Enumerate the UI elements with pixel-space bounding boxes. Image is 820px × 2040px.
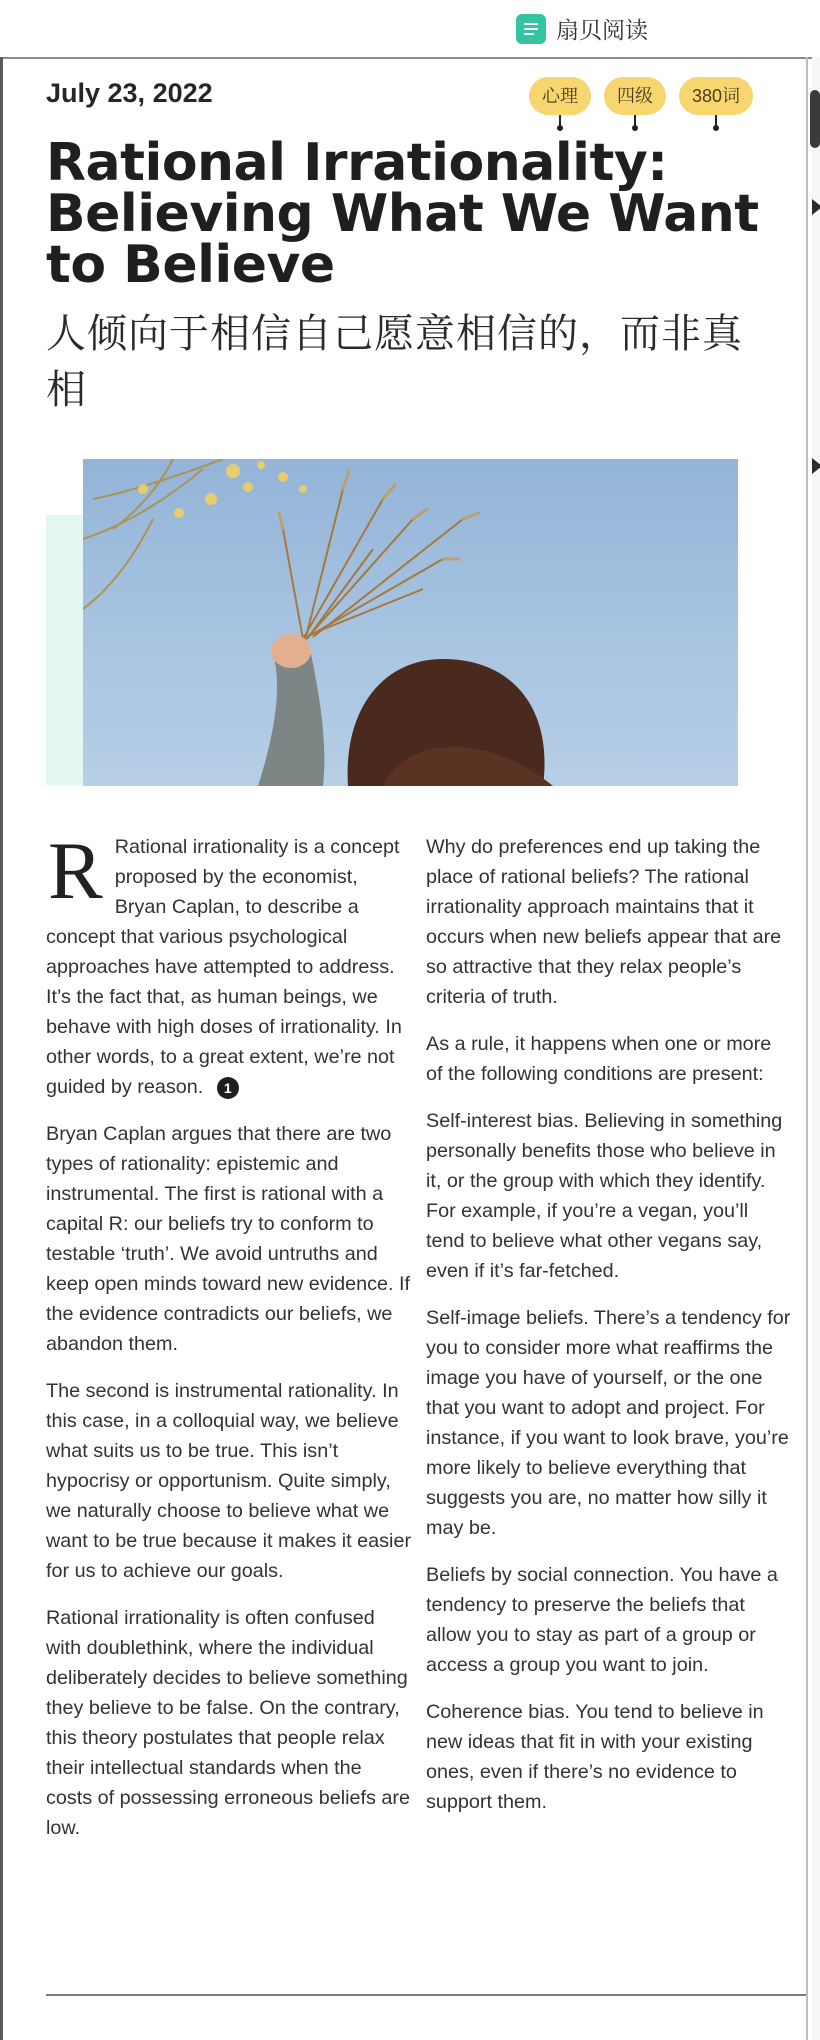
article-end-divider [46,1994,806,1996]
app-title: 扇贝阅读 [556,17,648,43]
article-column-right [426,832,792,1834]
tag-word-count[interactable]: 380词 [679,77,753,115]
book-list-icon[interactable] [516,14,546,44]
article-title-zh: 人倾向于相信自己愿意相信的，而非真相 [46,312,743,412]
hero-photo [83,459,738,786]
paragraph: As a rule, it happens when one or more of the following conditions are present: [426,1033,772,1085]
tag-level[interactable]: 四级 [604,77,666,115]
window-border-right [806,57,808,2040]
article-date: July 23, 2022 [46,78,213,108]
paragraph: Why do preferences end up taking the place of rational beliefs? The rational irrationality approach maintains that it occurs when new beliefs appear that are so attractive that they relax people’s criteria of truth. [426,836,782,1008]
scrollbar-track[interactable] [812,57,820,2040]
paragraph: Self-image beliefs. There’s a tendency for you to consider more what reaffirms the image you have of yourself, or the one that you want to adopt and project. For instance, if you want to look brave, you’re more likely to believe everything that suggests you are, no matter how silly it may be. [426,1307,791,1539]
scroll-marker-icon[interactable] [812,199,820,215]
window-border-left [0,57,3,2040]
scrollbar-thumb[interactable] [810,90,820,148]
scroll-marker-icon[interactable] [812,458,820,474]
tag-category[interactable]: 心理 [529,77,591,115]
paragraph: The second is instrumental rationality. In this case, in a colloquial way, we believe what suits us to be true. This isn’t hypocrisy or opportunism. Quite simply, we naturally choose to believe what we want to be true because it makes it easier for us to achieve our goals. [46,1380,412,1582]
paragraph: Coherence bias. You tend to believe in new ideas that fit in with your existing ones, even if there’s no evidence to support them. [426,1701,764,1813]
paragraph: Self-interest bias. Believing in something personally benefits those who believe in it, or the group with which they identify. For example, if you’re a vegan, you’ll tend to believe what other vegans say, even if it’s far-fetched. [426,1110,783,1282]
paragraph: R Rational irrationality is a concept proposed by the economist, Bryan Caplan, to describe a concept that various psychological approaches have attempted to address. It’s the fact that, as human beings, we behave with high doses of irrationality. In other words, to a great extent, we’re not guided by reason. 1 [46,825,402,1098]
article-title-en: Rational Irrationality: Believing What We Want to Believe [46,133,759,295]
article-column-left [46,825,412,1860]
paragraph: Beliefs by social connection. You have a tendency to preserve the beliefs that allow you to stay as part of a group or access a group you want to join. [426,1564,778,1676]
app-header [0,0,820,59]
paragraph: Rational irrationality is often confused with doublethink, where the individual deliberately decides to believe something they believe to be false. On the contrary, this theory postulates that people relax their intellectual standards when the costs of possessing erroneous beliefs are low. [46,1607,410,1839]
paragraph: Bryan Caplan argues that there are two types of rationality: epistemic and instrumental. The first is rational with a capital R: our beliefs try to conform to testable ‘truth’. We avoid untruths and keep open minds toward new evidence. If the evidence contradicts our beliefs, we abandon them. [46,1123,410,1355]
woman-holding-dried-grass-photo [83,459,738,786]
article-tags [529,77,753,115]
drop-cap: R [48,825,103,916]
footnote-marker[interactable]: 1 [217,1077,239,1099]
